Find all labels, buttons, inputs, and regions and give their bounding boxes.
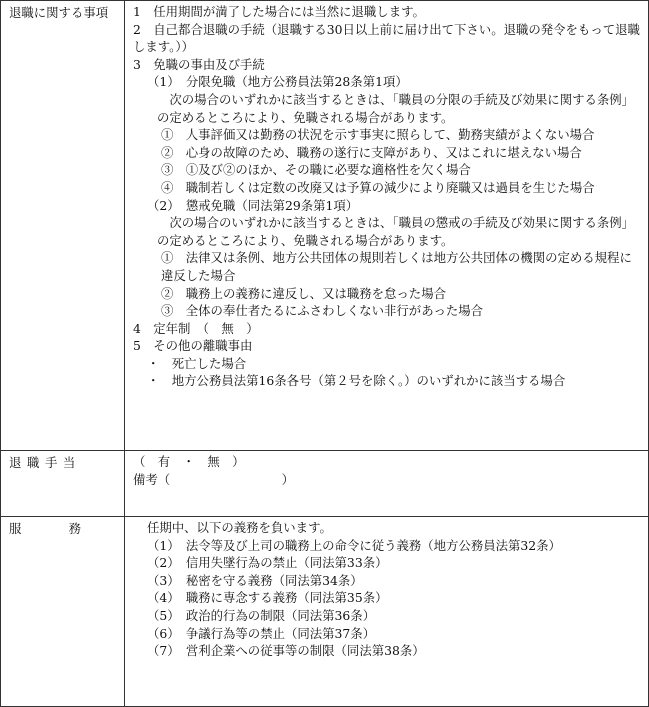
item-2: 2 自己都合退職の手続（退職する30日以上前に届け出て下さい。退職の発令をもって退職します。）） [133,21,640,55]
item-3: 3 免職の事由及び手続 [133,56,265,72]
allowance-label-cell [1,451,125,517]
duties-content-cell [125,517,649,707]
duties-row [1,517,649,707]
allowance-note: 備考（ ） [133,471,295,487]
subitem-2-case-3: ③ 全体の奉仕者たるにふさわしくない非行があった場合 [161,303,484,319]
retirement-row [1,1,649,451]
retirement-content-cell [125,1,649,451]
allowance-label: 退職手当 [9,455,81,470]
duties-label-char-2: 務 [68,521,81,536]
subitem-2-case-1: ① 法律又は条例、地方公共団体の規則若しくは地方公共団体の機関の定める規程に違反した場合 [161,250,632,283]
subitem-2: （2） 懲戒免職（同法第29条第1項） [147,197,359,213]
subitem-1-case-2: ② 心身の故障のため、職務の遂行に支障があり、又はこれに堪えない場合 [161,144,582,160]
duties-intro: 任期中、以下の義務を負います。 [147,520,332,535]
duty-6: （6） 争議行為等の禁止（同法第37条） [147,625,376,641]
duty-2: （2） 信用失墜行為の禁止（同法第33条） [147,555,388,571]
allowance-content-cell [125,451,649,517]
item-5: 5 その他の離職事由 [133,338,253,354]
item-1: 1 任用期間が満了した場合には当然に退職します。 [133,4,425,19]
duty-3: （3） 秘密を守る義務（同法第34条） [147,572,363,588]
subitem-2-case-2: ② 職務上の義務に違反し、又は職務を怠った場合 [161,285,446,301]
subitem-1-case-1: ① 人事評価又は勤務の状況を示す事実に照らして、勤務実績がよくない場合 [161,127,595,143]
duties-label-cell [1,517,125,707]
duty-4: （4） 職務に専念する義務（同法第35条） [147,590,388,606]
retirement-label-cell [1,1,125,451]
duty-5: （5） 政治的行為の制限（同法第36条） [147,607,376,623]
subitem-2-desc: 次の場合のいずれかに該当するときは、「職員の懲戒の手続及び効果に関する条例」の定めるところにより、免職される場合があります。 [157,215,635,248]
subitem-1: （1） 分限免職（地方公務員法第28条第1項） [147,74,408,90]
retirement-label: 退職に関する事項 [9,5,109,20]
item-5-case-2: ・ 地方公務員法第16条各号（第２号を除く。）のいずれかに該当する場合 [147,373,566,389]
subitem-1-case-3: ③ ①及び②のほか、その職に必要な適格性を欠く場合 [161,162,471,178]
duty-7: （7） 営利企業への従事等の制限（同法第38条） [147,643,425,659]
subitem-1-case-4: ④ 職制若しくは定数の改廃又は予算の減少により廃職又は過員を生じた場合 [161,179,595,195]
allowance-option: （ 有 ・ 無 ） [133,454,245,469]
duty-1: （1） 法令等及び上司の職務上の命令に従う義務（地方公務員法第32条） [147,537,561,553]
allowance-row [1,451,649,517]
subitem-1-desc: 次の場合のいずれかに該当するときは、「職員の分限の手続及び効果に関する条例」の定めるところにより、免職される場合があります。 [157,91,635,125]
item-4: 4 定年制 （ 無 ） [133,320,259,336]
item-5-case-1: ・ 死亡した場合 [147,355,247,371]
duties-label [9,520,81,538]
duties-label-char-1: 服 [9,521,22,536]
